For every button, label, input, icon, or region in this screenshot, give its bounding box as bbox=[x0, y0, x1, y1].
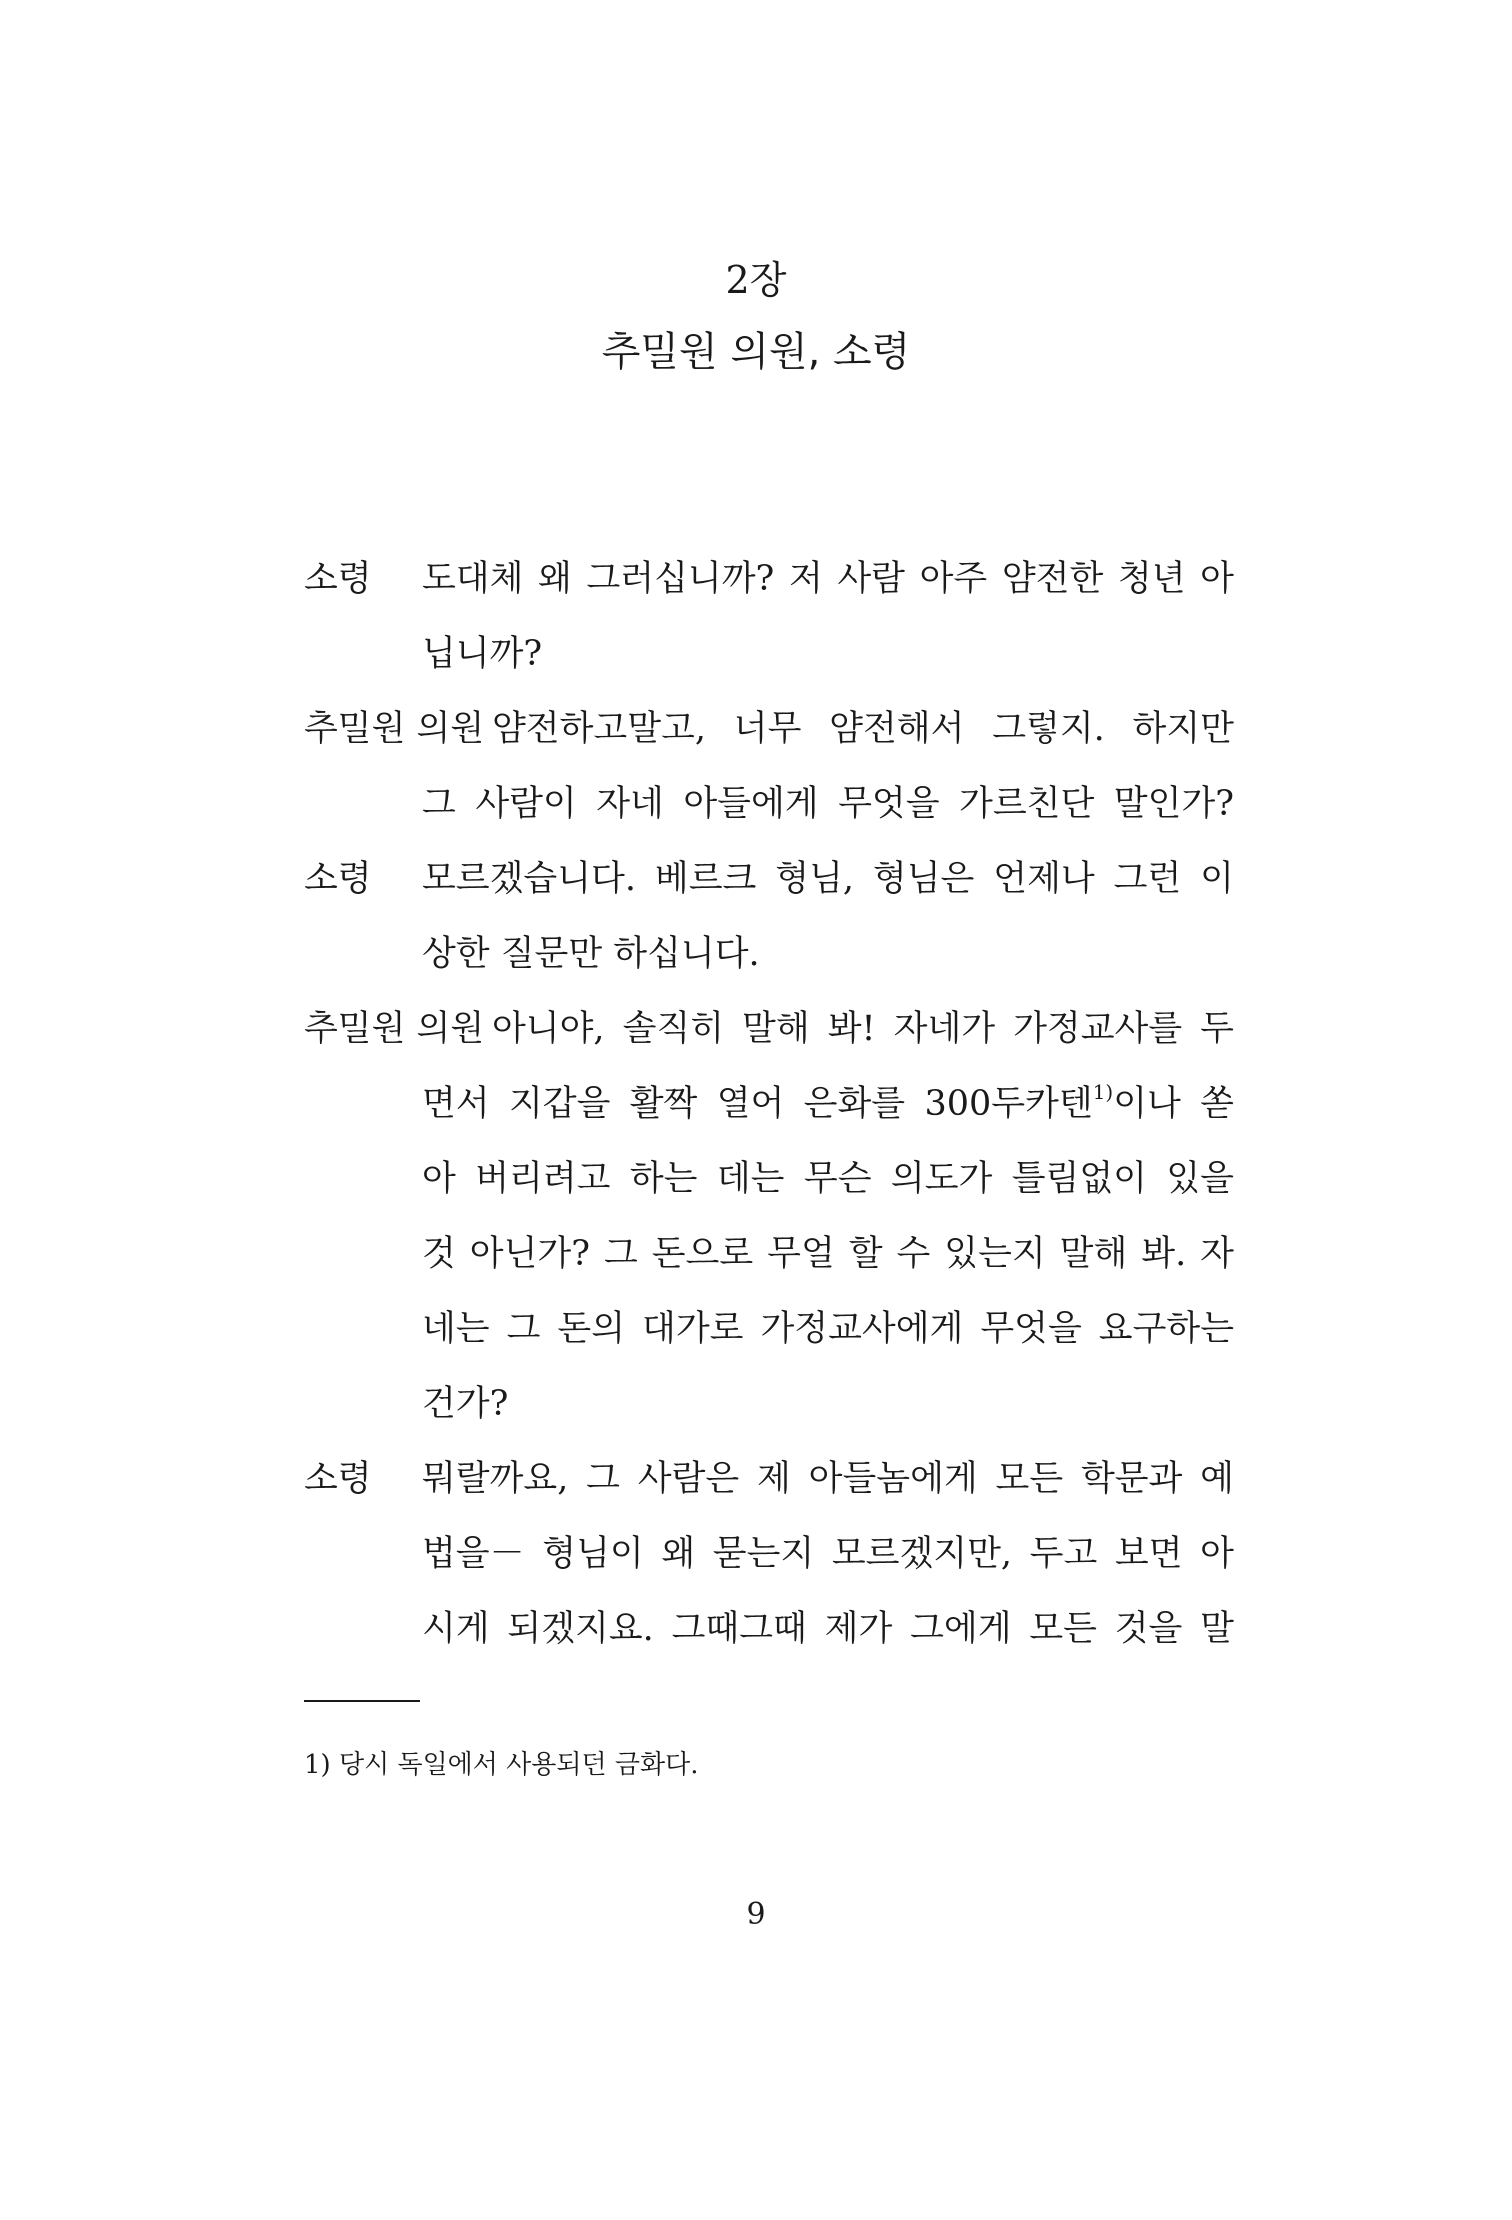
dialogue-line bbox=[304, 992, 1234, 1067]
dialogue-line bbox=[304, 917, 1234, 992]
dialogue-line bbox=[304, 1067, 1234, 1142]
dialogue-line bbox=[304, 617, 1234, 692]
dialogue-text: 아 버리려고 하는 데는 무슨 의도가 틀림없이 있을 bbox=[422, 1159, 1234, 1199]
page-number: 9 bbox=[746, 1897, 766, 1932]
dialogue-line bbox=[304, 1292, 1234, 1367]
chapter-title: 추밀원 의원, 소령 bbox=[601, 329, 911, 375]
speaker-name: 추밀원 의원 bbox=[304, 709, 485, 749]
speaker-name: 소령 bbox=[304, 1459, 372, 1499]
dialogue-text bbox=[422, 1067, 1234, 1146]
dialogue-body bbox=[304, 542, 1234, 1667]
dialogue-text: 그 사람이 자네 아들에게 무엇을 가르친단 말인가? bbox=[422, 784, 1234, 824]
dialogue-text: 것 아닌가? 그 돈으로 무얼 할 수 있는지 말해 봐. 자 bbox=[422, 1234, 1234, 1274]
dialogue-line bbox=[304, 1592, 1234, 1667]
dialogue-line bbox=[304, 1517, 1234, 1592]
dialogue-line bbox=[304, 1442, 1234, 1517]
dialogue-line bbox=[304, 542, 1234, 617]
dialogue-line bbox=[304, 1142, 1234, 1217]
chapter-number: 2장 bbox=[725, 258, 787, 302]
dialogue-text: 뭐랄까요, 그 사람은 제 아들놈에게 모든 학문과 예 bbox=[422, 1459, 1234, 1499]
dialogue-line bbox=[304, 1367, 1234, 1442]
dialogue-text: 얌전하고말고, 너무 얌전해서 그렇지. 하지만 bbox=[492, 709, 1234, 749]
dialogue-text: 모르겠습니다. 베르크 형님, 형님은 언제나 그런 이 bbox=[422, 859, 1234, 899]
dialogue-text: 시게 되겠지요. 그때그때 제가 그에게 모든 것을 말 bbox=[422, 1609, 1234, 1649]
dialogue-text-segment: 면서 지갑을 활짝 열어 은화를 300두카텐 bbox=[422, 1084, 1093, 1124]
dialogue-line bbox=[304, 767, 1234, 842]
dialogue-text: 네는 그 돈의 대가로 가정교사에게 무엇을 요구하는 bbox=[422, 1309, 1234, 1349]
speaker-name: 추밀원 의원 bbox=[304, 1009, 485, 1049]
dialogue-text: 도대체 왜 그러십니까? 저 사람 아주 얌전한 청년 아 bbox=[422, 559, 1234, 599]
footnote: 1) 당시 독일에서 사용되던 금화다. bbox=[304, 1750, 699, 1780]
speaker-name: 소령 bbox=[304, 859, 372, 899]
footnote-marker: 1) bbox=[1092, 1080, 1114, 1104]
dialogue-text-segment: 이나 쏟 bbox=[1113, 1084, 1234, 1124]
dialogue-text: 상한 질문만 하십니다. bbox=[422, 934, 760, 974]
dialogue-text: 닙니까? bbox=[422, 634, 543, 674]
dialogue-text: 아니야, 솔직히 말해 봐! 자네가 가정교사를 두 bbox=[492, 1009, 1234, 1049]
footnote-divider bbox=[304, 1700, 420, 1702]
dialogue-line bbox=[304, 692, 1234, 767]
dialogue-text: 건가? bbox=[422, 1384, 509, 1424]
speaker-name: 소령 bbox=[304, 559, 372, 599]
dialogue-text: 법을－ 형님이 왜 묻는지 모르겠지만, 두고 보면 아 bbox=[422, 1534, 1234, 1574]
dialogue-line bbox=[304, 1217, 1234, 1292]
dialogue-line bbox=[304, 842, 1234, 917]
